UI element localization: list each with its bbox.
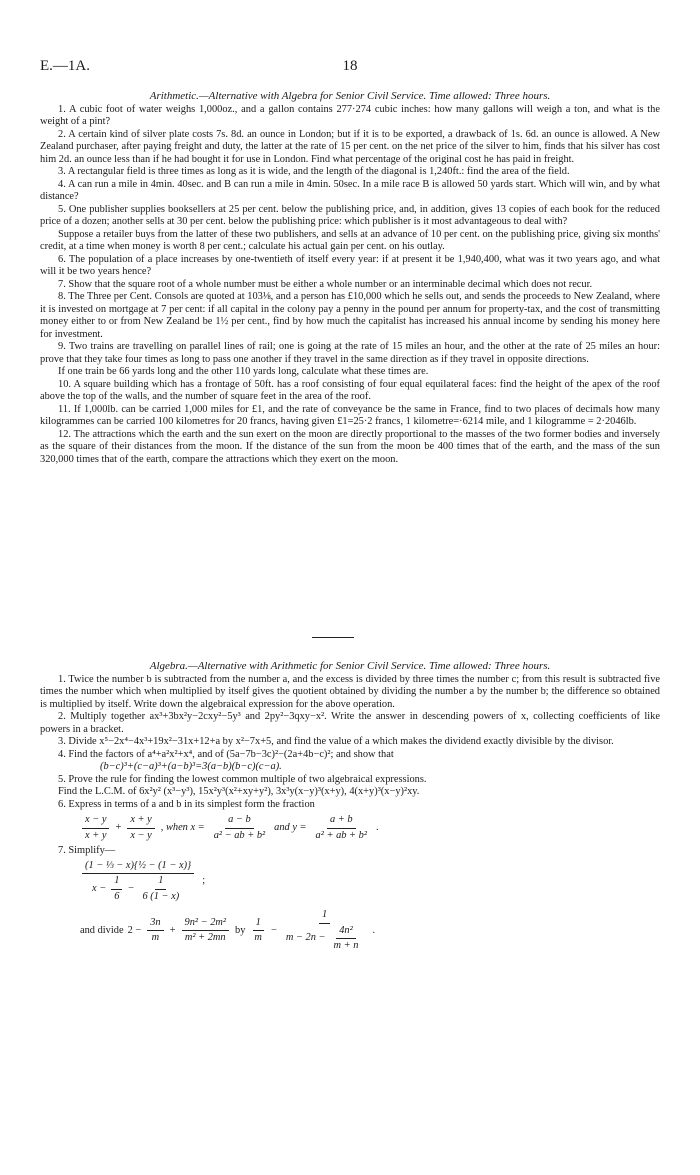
denominator: m [254, 932, 262, 944]
arithmetic-question: 10. A square building which has a frontage of 50ft. has a roof consisting of four equal equilateral faces: find the height of the apex of the roof above the top of the walls, and the number of square feet in the area of the roof. [40, 378, 660, 402]
arithmetic-title: Arithmetic.—Alternative with Algebra for Senior Civil Service. Time allowed: Three hours. [149, 90, 551, 102]
operator: − [127, 882, 135, 894]
fraction [82, 814, 109, 842]
divide-expression [80, 909, 660, 953]
denominator: m [151, 932, 160, 944]
fraction-expression [80, 814, 660, 842]
expression-term: 2 − [127, 924, 142, 936]
arithmetic-question: Suppose a retailer buys from the latter of these two publishers, and sells at an advance of 10 per cent. on the publishing price, giving six months' credit, at a time when money is worth 8 per cent.; calculate his actual gain per cent. on his outlay. [40, 228, 660, 252]
denominator: x − y [130, 829, 152, 841]
arithmetic-question: 8. The Three per Cent. Consols are quoted at 103⅛, and a person has £10,000 which he sells out, and sends the proceeds to New Zealand, where it is invested on mortgage at 7 per cent: if all capital in the colony pay a penny in the pound per annum for property-tax, and the cost of transmitting money either to or from New Zealand be 1½ per cent., find by how much the capitalist has increased his annual income by sending his money here for investment. [40, 291, 660, 340]
denominator: 6 [114, 890, 120, 902]
numerator: x + y [127, 814, 154, 829]
arithmetic-question: 11. If 1,000lb. can be carried 1,000 miles for £1, and the rate of conveyance be the same in France, find to two places of decimals how many kilogrammes can be carried 100 kilometres for 20 francs, having given £1=25·2 francs, 1 kilometre=·6214 mile, and 1 kilogramme = 2·2046lb. [40, 403, 660, 427]
algebra-section [40, 660, 660, 953]
algebra-question-4: 4. Find the factors of a⁴+a²x²+x⁴, and of (5a−7b−3c)²−(2a+4b−c)²; and show that [58, 748, 394, 760]
algebra-question-6: 6. Express in terms of a and b in its simplest form the fraction [58, 798, 315, 810]
denominator [89, 874, 187, 903]
algebra-question-3: 3. Divide x⁵−2x⁴−4x³+19x²−31x+12+a by x²−7x+5, and find the value of a which makes the dividend exactly divisible by the divisor. [58, 736, 614, 747]
denominator: m + n [333, 940, 359, 951]
numerator: 9n² − 2m² [182, 917, 230, 932]
condition-text: , when x = [160, 821, 205, 833]
arithmetic-question: 3. A rectangular field is three times as long as it is wide, and the length of the diagonal is 1,240ft.: find the area of the field. [58, 166, 570, 177]
numerator: 1 [253, 917, 264, 932]
section-divider [312, 637, 354, 638]
simplify-expression [80, 860, 660, 904]
operator: + [169, 924, 176, 936]
numerator: a + b [327, 814, 356, 829]
denominator: a² − ab + b² [213, 829, 266, 841]
fraction [139, 875, 182, 903]
fraction [182, 917, 230, 945]
algebra-question-1: 1. Twice the number b is subtracted from the number a, and the excess is divided by three times the number c; from this result is subtracted five times the number which when multiplied by itself gives the quotient obtained by dividing the number a by the number b; the difference so obtained is multiplied by itself. Write down the algebraical expression for the above operation. [40, 673, 660, 710]
punctuation: ; [202, 875, 206, 886]
denominator: x + y [85, 829, 107, 841]
fraction [211, 814, 268, 842]
punctuation: . [375, 821, 379, 833]
operator: − [270, 924, 277, 936]
page-header [40, 58, 660, 78]
operator: + [115, 821, 122, 833]
fraction [82, 860, 194, 904]
algebra-identity: (b−c)³+(c−a)³+(a−b)³=3(a−b)(b−c)(c−a). [100, 761, 282, 772]
numerator: 1 [319, 909, 330, 924]
numerator: (1 − ⅓ − x){½ − (1 − x)} [82, 860, 194, 875]
algebra-question-7: 7. Simplify— [58, 845, 116, 856]
algebra-title: Algebra.—Alternative with Arithmetic for Senior Civil Service. Time allowed: Three hours. [149, 660, 551, 672]
arithmetic-section [40, 90, 660, 466]
denominator [283, 924, 367, 953]
denominator: m² + 2mn [184, 932, 226, 944]
arithmetic-question: 9. Two trains are travelling on parallel lines of rail; one is going at the rate of 15 miles an hour, and the other at the rate of 25 miles an hour: prove that they take four times as long to pass one another if they travel in the same direction as if they travel in opposite directions. [40, 341, 660, 365]
page-number: 18 [342, 58, 358, 74]
numerator: 4n² [336, 925, 356, 940]
arithmetic-question: 6. The population of a place increases by one-twentieth of itself every year: if at present it be 1,940,400, what was it two years ago, and what will it be two years hence? [40, 253, 660, 277]
numerator: a − b [225, 814, 254, 829]
denominator-term: m − 2n − [285, 932, 326, 944]
fraction [127, 814, 154, 842]
arithmetic-question: 2. A certain kind of silver plate costs 7s. 8d. an ounce in London; but if it is to be exported, a drawback of 1s. 6d. an ounce is allowed. A New Zealand purchaser, after paying freight and duty, the latter at the rate of 15 per cent. on the net price of the silver to him, finds that his silver has cost him 2d. an ounce less than if he had bought it for use in London. Find what percentage of the original cost he has paid in freight. [40, 128, 660, 165]
arithmetic-question: 7. Show that the square root of a whole number must be either a whole number or an interminable decimal which does not recur. [58, 278, 593, 290]
arithmetic-question: If one train be 66 yards long and the other 110 yards long, calculate what these times are. [58, 366, 429, 377]
algebra-lcm: Find the L.C.M. of 6x²y² (x³−y³), 15x²y³(x²+xy+y²), 3x³y(x−y)³(x+y), 4(x+y)³(x−y)²xy. [58, 786, 420, 797]
fraction [331, 925, 362, 953]
document-code: E.—1A. [40, 58, 90, 74]
numerator: 3n [147, 917, 163, 932]
algebra-question-5: 5. Prove the rule for finding the lowest common multiple of two algebraical expressions. [58, 773, 427, 785]
fraction [283, 909, 367, 953]
fraction [111, 875, 122, 903]
numerator: x − y [82, 814, 109, 829]
arithmetic-question: 1. A cubic foot of water weighs 1,000oz., and a gallon contains 277·274 cubic inches: how many gallons will weigh a ton, and what is the weight of a pint? [40, 103, 660, 127]
divide-label: and divide [80, 924, 124, 936]
punctuation: . [372, 924, 376, 936]
condition-text: and y = [274, 821, 307, 833]
denominator-term: x − [92, 882, 107, 894]
fraction [251, 917, 265, 945]
numerator: 1 [155, 875, 166, 890]
arithmetic-question: 12. The attractions which the earth and the sun exert on the moon are directly proportional to the masses of the two former bodies and inversely as the square of their distances from the moon. If the distance of the sun from the moon be 400 times that of the earth, and the mass of the sun 320,000 times that of the earth, compare the attractions which they exert on the moon. [40, 428, 660, 465]
arithmetic-question: 5. One publisher supplies booksellers at 25 per cent. below the publishing price, and, in addition, gives 13 copies of each book for the reduced price of a dozen; another sells at 30 per cent. below the publishing price: which publisher is it most advantageous to deal with? [40, 203, 660, 227]
algebra-question-2: 2. Multiply together ax³+3bx²y−2cxy²−5y³ and 2py²−3qxy−x². Write the answer in descending powers of x, collecting coefficients of like powers in a bracket. [40, 711, 660, 735]
fraction [313, 814, 370, 842]
arithmetic-question: 4. A can run a mile in 4min. 40sec. and B can run a mile in 4min. 50sec. In a mile race B is allowed 50 yards start. Which will win, and by what distance? [40, 178, 660, 202]
by-label: by [235, 924, 246, 936]
fraction [147, 917, 163, 945]
denominator: a² + ab + b² [315, 829, 367, 841]
numerator: 1 [111, 875, 122, 890]
denominator: 6 (1 − x) [142, 890, 180, 902]
